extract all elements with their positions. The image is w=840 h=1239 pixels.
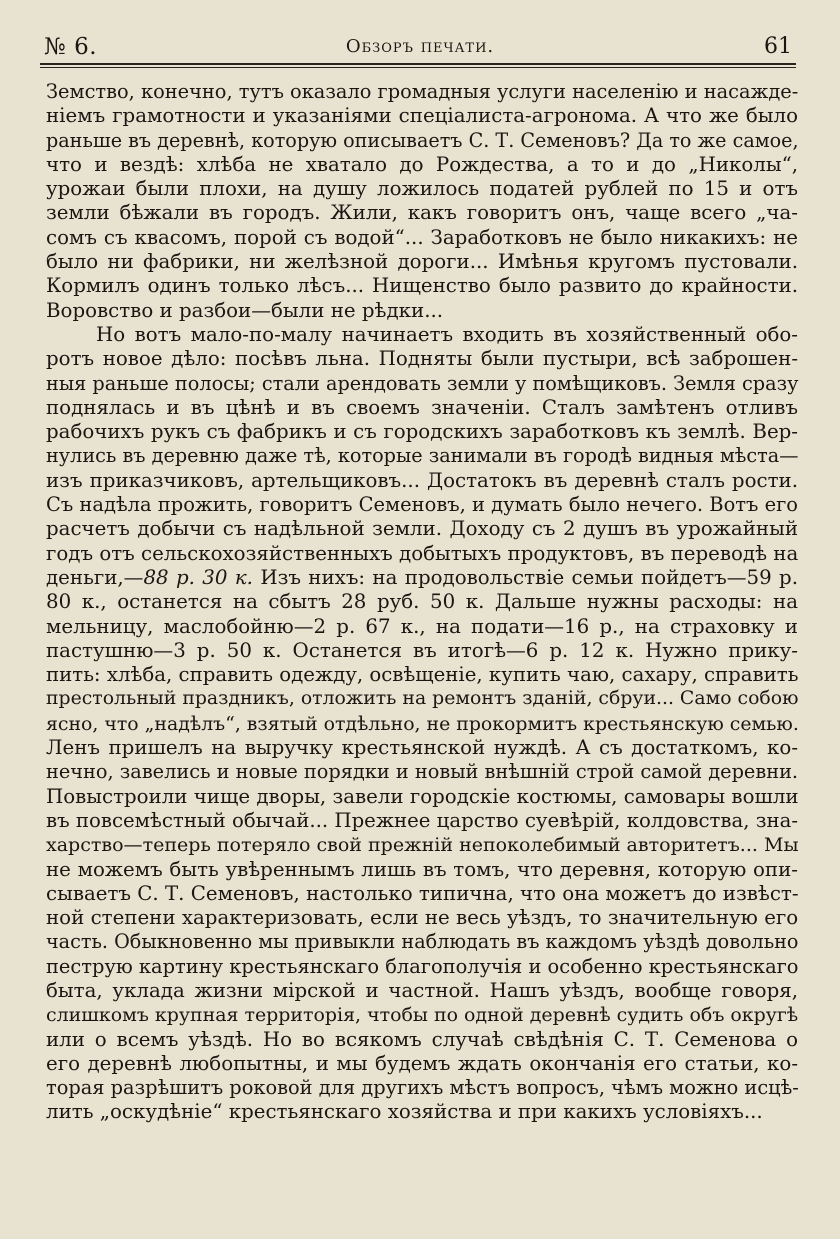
text-line: что и вездѣ: хлѣба не хватало до Рождества, а то и до „Николы“,: [46, 152, 798, 176]
text-line: изъ приказчиковъ, артельщиковъ... Достатокъ въ деревнѣ сталъ рости.: [46, 468, 798, 492]
text-fragment: Изъ нихъ: на продовольствіе семьи пойдетъ—59 р.: [252, 565, 798, 589]
text-line: Повыстроили чище дворы, завели городскіе костюмы, самовары вошли: [46, 784, 799, 808]
issue-number: № 6.: [44, 34, 98, 60]
text-line: пить: хлѣба, справить одежду, освѣщеніе, купить чаю, сахару, справить: [46, 663, 799, 687]
paragraph-2: [46, 323, 798, 1125]
text-line: Но вотъ мало-по-малу начинаетъ входить въ хозяйственный обо-: [96, 322, 798, 346]
article-body: [46, 80, 798, 1125]
text-line: 80 к., останется на сбытъ 28 руб. 50 к. Дальше нужны расходы: на: [46, 590, 798, 614]
text-line: расчетъ добычи съ надѣльной земли. Доходу съ 2 душъ въ урожайный: [46, 517, 798, 541]
text-line: ной степени характеризовать, если не весь уѣздъ, то значительную его: [46, 906, 799, 930]
italic-amount: 88 р. 30 к.: [143, 565, 253, 589]
text-line: Кормилъ одинъ только лѣсъ... Нищенство было развито до крайности.: [46, 274, 798, 298]
text-line: харство—теперь потеряло свой прежній непоколебимый авторитетъ... Мы: [46, 834, 799, 857]
text-line: не можемъ быть увѣреннымъ лишь въ томъ, что деревня, которую опи-: [46, 857, 798, 881]
running-header: [44, 34, 796, 64]
text-line: пастушню—3 р. 50 к. Останется въ итогѣ—6 р. 12 к. Нужно прику-: [46, 638, 798, 662]
text-line: Земство, конечно, тутъ оказало громадныя услуги населенію и насажде-: [46, 80, 799, 103]
text-line: ротъ новое дѣло: посѣвъ льна. Подняты были пустыри, всѣ заброшен-: [46, 347, 798, 371]
text-line: земли бѣжали въ городъ. Жили, какъ говоритъ онъ, чаще всего „ча-: [46, 201, 798, 225]
text-line: нечно, завелись и новые порядки и новый внѣшній строй самой деревни.: [46, 760, 799, 784]
text-line: или о всемъ уѣздѣ. Но во всякомъ случаѣ свѣдѣнія С. Т. Семенова о: [46, 1027, 798, 1051]
header-rule-thin: [40, 67, 796, 68]
text-line: часть. Обыкновенно мы привыкли наблюдать въ каждомъ уѣздѣ довольно: [46, 930, 799, 954]
text-line: Съ надѣла прожить, говоритъ Семеновъ, и думать было нечего. Вотъ его: [46, 493, 798, 517]
text-line-with-italic: [46, 566, 798, 590]
text-line: лить „оскудѣніе“ крестьянскаго хозяйства и при какихъ условіяхъ...: [46, 1100, 763, 1124]
text-line: сомъ съ квасомъ, порой съ водой“... Заработковъ не было никакихъ: не: [46, 225, 798, 249]
text-line: въ повсемѣстный обычай... Прежнее царство суевѣрій, колдовства, зна-: [46, 808, 799, 832]
text-fragment: деньги,—: [46, 565, 144, 589]
text-line: было ни фабрики, ни желѣзной дороги... Имѣнья кругомъ пустовали.: [46, 250, 798, 274]
text-line: мельницу, маслобойню—2 р. 67 к., на подати—16 р., на страховку и: [46, 614, 798, 638]
text-line: торая разрѣшитъ роковой для другихъ мѣстъ вопросъ, чѣмъ можно исцѣ-: [46, 1076, 799, 1100]
text-line: слишкомъ крупная территорія, чтобы по одной деревнѣ судить объ округѣ: [46, 1004, 799, 1027]
paragraph-1: [46, 80, 798, 323]
running-title: Обзоръ печати.: [345, 36, 495, 57]
text-line: его деревнѣ любопытны, и мы будемъ ждать окончанія его статьи, ко-: [46, 1051, 798, 1075]
text-line: ніемъ грамотности и указаніями спеціалиста-агронома. А что же было: [46, 104, 798, 128]
text-line: ныя раньше полосы; стали арендовать земли у помѣщиковъ. Земля сразу: [46, 371, 799, 395]
text-line: пеструю картину крестьянскаго благополучія и особенно крестьянскаго: [46, 954, 799, 978]
text-line: рабочихъ рукъ съ фабрикъ и съ городскихъ заработковъ къ землѣ. Вер-: [46, 420, 798, 444]
text-line: нулись въ деревню даже тѣ, которые занимали въ городѣ видныя мѣста—: [46, 444, 799, 468]
text-line: быта, уклада жизни мірской и частной. Нашъ уѣздъ, вообще говоря,: [46, 978, 798, 1002]
text-line: Воровство и разбои—были не рѣдки...: [46, 298, 444, 322]
text-line: годъ отъ сельскохозяйственныхъ добытыхъ продуктовъ, въ переводѣ на: [46, 541, 799, 565]
text-line: ясно, что „надѣлъ“, взятый отдѣльно, не прокормитъ крестьянскую семью.: [46, 712, 799, 735]
text-line: престольный праздникъ, отложить на ремонтъ зданій, сбруи... Само собою: [46, 688, 799, 710]
header-rule: [40, 63, 796, 65]
text-line: сываетъ С. Т. Семеновъ, настолько типична, что она можетъ до извѣст-: [46, 881, 799, 905]
text-line: Ленъ пришелъ на выручку крестьянской нуждѣ. А съ достаткомъ, ко-: [46, 736, 798, 760]
text-line: поднялась и въ цѣнѣ и въ своемъ значеніи. Сталъ замѣтенъ отливъ: [46, 395, 798, 419]
text-line: урожаи были плохи, на душу ложилось податей рублей по 15 и отъ: [46, 177, 798, 201]
page-number: 61: [764, 34, 792, 59]
text-line: раньше въ деревнѣ, которую описываетъ С. Т. Семеновъ? Да то же самое,: [46, 128, 799, 152]
